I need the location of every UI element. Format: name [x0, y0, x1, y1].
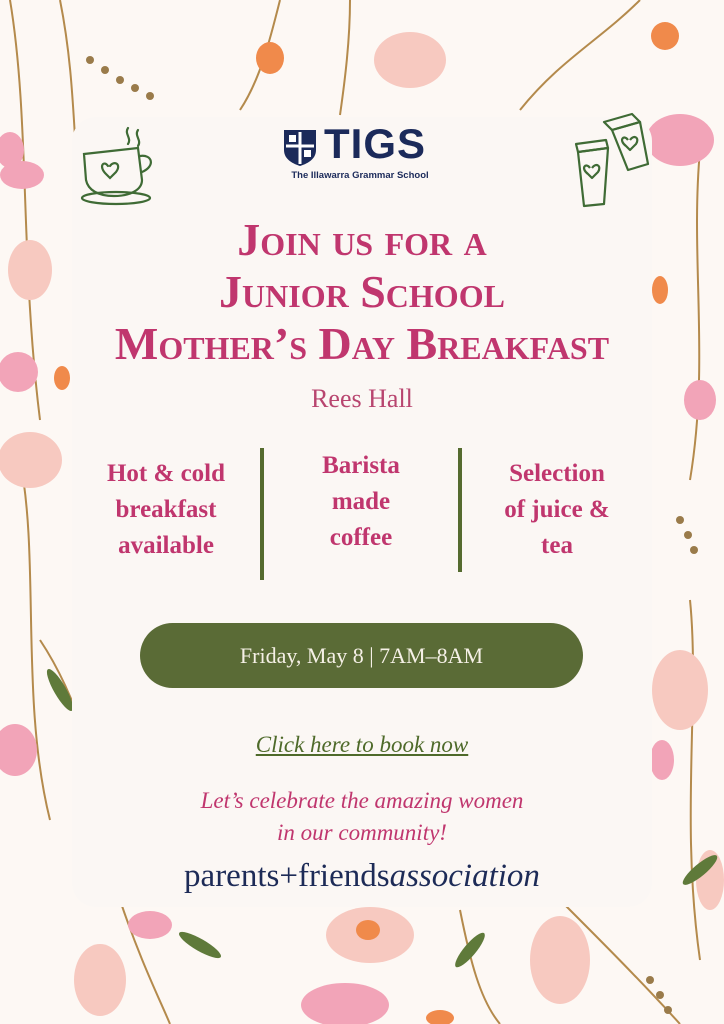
title-line: Junior School	[219, 266, 505, 317]
feature-line: coffee	[329, 524, 393, 551]
feature-line: breakfast	[115, 496, 217, 523]
feature-line: tea	[541, 532, 573, 559]
feature-line: Barista	[322, 452, 400, 479]
book-now-link[interactable]: Click here to book now	[255, 732, 469, 757]
tagline-line: in our community!	[277, 820, 447, 845]
coffee-mug-heart-icon	[76, 124, 164, 208]
title-line: Join us for a	[237, 214, 487, 265]
title-line: Mother’s Day Breakfast	[114, 318, 610, 369]
feature-juice-tea	[462, 456, 652, 564]
school-logo	[280, 120, 450, 186]
logo-wordmark: TIGS	[324, 120, 427, 167]
feature-line: Selection	[509, 460, 605, 487]
tagline	[72, 785, 652, 849]
feature-line: made	[331, 488, 391, 515]
brand-italic: association	[389, 858, 540, 894]
date-time-banner: Friday, May 8 | 7AM–8AM	[140, 623, 583, 688]
feature-coffee	[264, 448, 458, 556]
event-title	[72, 214, 652, 370]
feature-list	[72, 448, 652, 588]
brand-plain: parents+friends	[184, 858, 390, 894]
tagline-line: Let’s celebrate the amazing women	[200, 788, 524, 813]
school-crest-icon	[280, 128, 320, 168]
feature-line: Hot & cold	[106, 460, 226, 487]
venue: Rees Hall	[311, 384, 413, 413]
feature-line: of juice &	[504, 496, 610, 523]
logo-school-name: The Illawarra Grammar School	[291, 170, 429, 181]
parents-friends-association-brand	[72, 858, 652, 895]
feature-line: available	[118, 532, 214, 559]
feature-breakfast	[72, 456, 260, 564]
takeaway-cups-icon	[570, 112, 652, 208]
